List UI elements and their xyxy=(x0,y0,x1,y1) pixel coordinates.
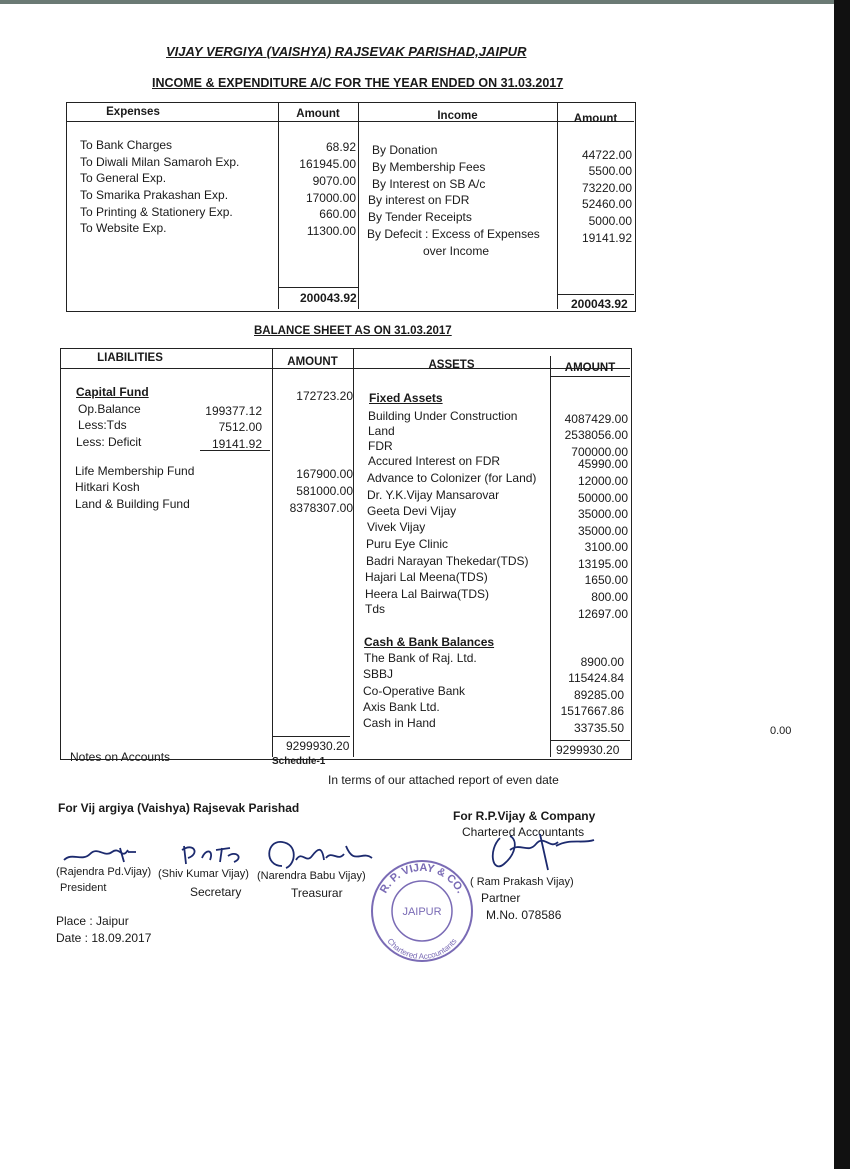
bs-total-left: 9299930.20 xyxy=(286,739,350,753)
org-title: VIJAY VERGIYA (VAISHYA) RAJSEVAK PARISHAD,JAIPUR xyxy=(166,44,527,59)
expense-label: To Smarika Prakashan Exp. xyxy=(80,188,229,202)
income-amount: 44722.00 xyxy=(581,148,632,162)
side-value: 0.00 xyxy=(770,725,792,737)
signatory-role: President xyxy=(60,882,107,894)
asset-amount: 1650.00 xyxy=(584,573,628,587)
income-amount: 52460.00 xyxy=(581,197,632,211)
bs-header-assets: ASSETS xyxy=(428,359,475,371)
asset-amount: 800.00 xyxy=(591,590,628,604)
cash-amount: 89285.00 xyxy=(573,688,624,702)
asset-amount: 12000.00 xyxy=(577,474,628,488)
cash-label: The Bank of Raj. Ltd. xyxy=(364,651,477,665)
company-stamp xyxy=(367,856,477,966)
for-parishad: For Vij argiya (Vaishya) Rajsevak Parishad xyxy=(58,801,300,815)
ie-total-right: 200043.92 xyxy=(571,297,628,311)
scan-edge-top xyxy=(0,0,850,4)
expense-amount: 660.00 xyxy=(319,207,356,221)
capital-row-amount: 19141.92 xyxy=(211,437,262,451)
cash-label: Axis Bank Ltd. xyxy=(363,700,440,714)
expense-amount: 68.92 xyxy=(325,140,356,154)
svg-text:R. P. VIJAY & CO.: R. P. VIJAY & CO. xyxy=(377,861,467,896)
asset-label: Vivek Vijay xyxy=(367,520,426,534)
capital-fund-label: Capital Fund xyxy=(76,385,149,399)
liability-amount: 167900.00 xyxy=(296,467,353,481)
partner-name: ( Ram Prakash Vijay) xyxy=(470,876,574,888)
partner-signature xyxy=(470,830,600,880)
asset-amount: 45990.00 xyxy=(577,457,628,471)
income-amount: 19141.92 xyxy=(581,231,632,245)
ie-header-amount-right: Amount xyxy=(573,113,618,125)
notes-on-accounts: Notes on Accounts xyxy=(70,750,171,764)
income-amount: 5500.00 xyxy=(588,164,632,178)
asset-label: Tds xyxy=(365,602,386,616)
signatory-name: (Rajendra Pd.Vijay) xyxy=(56,866,152,878)
ie-header-amount-left: Amount xyxy=(296,108,340,120)
cash-amount: 115424.84 xyxy=(568,671,624,685)
report-line: In terms of our attached report of even date xyxy=(328,773,559,787)
capital-row-label: Op.Balance xyxy=(78,402,141,416)
liability-amount: 8378307.00 xyxy=(289,501,353,515)
asset-amount: 2538056.00 xyxy=(564,428,628,442)
expense-label: To General Exp. xyxy=(80,171,167,185)
asset-label: Building Under Construction xyxy=(368,409,518,423)
expense-label: To Bank Charges xyxy=(80,138,173,152)
liability-label: Hitkari Kosh xyxy=(75,480,140,494)
asset-label: Puru Eye Clinic xyxy=(366,537,449,551)
bs-total-right: 9299930.20 xyxy=(556,743,620,757)
capital-row-label: Less: Deficit xyxy=(76,435,142,449)
income-amount: 5000.00 xyxy=(588,214,632,228)
asset-label: Geeta Devi Vijay xyxy=(367,504,457,518)
svg-text:JAIPUR: JAIPUR xyxy=(402,906,442,918)
ie-total-left: 200043.92 xyxy=(300,291,357,305)
liability-amount: 581000.00 xyxy=(296,484,353,498)
cash-amount: 8900.00 xyxy=(580,655,624,669)
asset-amount: 12697.00 xyxy=(577,607,628,621)
expense-label: To Printing & Stationery Exp. xyxy=(80,205,233,219)
bs-title: BALANCE SHEET AS ON 31.03.2017 xyxy=(254,325,452,337)
asset-amount: 35000.00 xyxy=(577,507,628,521)
ie-title: INCOME & EXPENDITURE A/C FOR THE YEAR ENDED ON 31.03.2017 xyxy=(152,76,564,90)
date: Date : 18.09.2017 xyxy=(56,931,152,945)
liability-label: Land & Building Fund xyxy=(75,497,190,511)
expense-label: To Website Exp. xyxy=(80,221,167,235)
cash-bank-label: Cash & Bank Balances xyxy=(364,635,495,649)
cash-label: SBBJ xyxy=(363,667,394,681)
cash-amount: 33735.50 xyxy=(573,721,624,735)
income-label: By Interest on SB A/c xyxy=(372,177,486,191)
income-amount: 73220.00 xyxy=(581,181,632,195)
asset-amount: 13195.00 xyxy=(577,557,628,571)
ie-header-expenses: Expenses xyxy=(106,106,160,118)
income-label: By interest on FDR xyxy=(368,193,470,207)
signatory-name: (Shiv Kumar Vijay) xyxy=(158,868,249,880)
bs-header-amount-left: AMOUNT xyxy=(287,356,338,368)
svg-text:Chartered Accountants: Chartered Accountants xyxy=(385,936,459,962)
bs-header-liabilities: LIABILITIES xyxy=(97,352,163,364)
asset-label: FDR xyxy=(368,439,393,453)
asset-label: Advance to Colonizer (for Land) xyxy=(367,471,537,485)
secretary-signature xyxy=(180,840,250,870)
asset-amount: 700000.00 xyxy=(571,445,628,459)
asset-label: Heera Lal Bairwa(TDS) xyxy=(365,587,490,601)
asset-label: Hajari Lal Meena(TDS) xyxy=(365,570,488,584)
income-label: By Defecit : Excess of Expenses xyxy=(367,227,540,241)
asset-label: Dr. Y.K.Vijay Mansarovar xyxy=(367,488,500,502)
schedule-label: Schedule-1 xyxy=(272,756,326,767)
expense-amount: 11300.00 xyxy=(306,224,356,238)
expense-amount: 161945.00 xyxy=(299,157,356,171)
scan-edge-right xyxy=(834,0,850,1169)
for-company: For R.P.Vijay & Company xyxy=(453,809,596,823)
cash-label: Co-Operative Bank xyxy=(363,684,466,698)
capital-row-amount: 199377.12 xyxy=(205,404,262,418)
partner-role: Partner xyxy=(481,891,521,905)
asset-amount: 50000.00 xyxy=(577,491,628,505)
expense-amount: 9070.00 xyxy=(312,174,356,188)
capital-row-label: Less:Tds xyxy=(78,418,127,432)
ie-header-income: Income xyxy=(437,110,478,122)
cash-label: Cash in Hand xyxy=(363,716,436,730)
expense-label: To Diwali Milan Samaroh Exp. xyxy=(80,155,240,169)
asset-amount: 4087429.00 xyxy=(564,412,628,426)
asset-label: Accured Interest on FDR xyxy=(368,454,501,468)
asset-label: Badri Narayan Thekedar(TDS) xyxy=(366,554,529,568)
signatory-role: Secretary xyxy=(190,885,242,899)
asset-amount: 35000.00 xyxy=(577,524,628,538)
asset-label: Land xyxy=(368,424,395,438)
capital-fund-amount: 172723.20 xyxy=(296,389,353,403)
capital-row-amount: 7512.00 xyxy=(218,420,262,434)
income-label: By Tender Receipts xyxy=(368,210,472,224)
place: Place : Jaipur xyxy=(56,914,129,928)
cash-amount: 1517667.86 xyxy=(560,704,624,718)
partner-mno: M.No. 078586 xyxy=(486,908,562,922)
income-label-cont: over Income xyxy=(423,244,490,258)
liability-label: Life Membership Fund xyxy=(75,464,195,478)
income-label: By Membership Fees xyxy=(372,160,486,174)
signatory-name: (Narendra Babu Vijay) xyxy=(257,870,366,882)
fixed-assets-label: Fixed Assets xyxy=(369,391,443,405)
signatory-role: Treasurar xyxy=(291,886,343,900)
expense-amount: 17000.00 xyxy=(305,191,356,205)
income-label: By Donation xyxy=(372,143,438,157)
chartered-accountants: Chartered Accountants xyxy=(462,825,585,839)
asset-amount: 3100.00 xyxy=(584,540,628,554)
bs-header-amount-right: AMOUNT xyxy=(564,362,616,374)
